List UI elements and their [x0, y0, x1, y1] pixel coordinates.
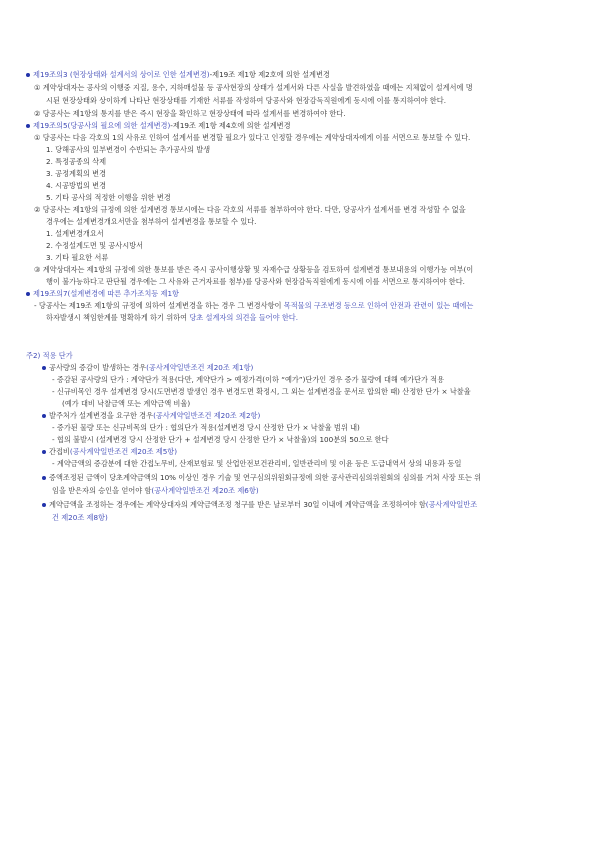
list-item: 1. 설계변경개요서 — [46, 229, 104, 238]
note-bullet-3-detail-1: - 계약금액의 증감분에 대한 간접노무비, 산재보험료 및 산업안전보건관리비, 일반관리비 및 이윤 등은 도급내역서 상의 내용과 동일 — [52, 459, 462, 468]
list-item: 3. 공정계획의 변경 — [46, 169, 107, 178]
text: 하자발생시 책임한계를 명확하게 하기 위하여 — [46, 313, 190, 322]
reference-text: (공사계약일반조건 제20조 제5항) — [69, 447, 178, 456]
section-title-link: 제19조의5(당공사의 필요에 의한 설계변경) — [33, 121, 171, 130]
note-bullet-4-line2 — [52, 486, 259, 496]
text: - 당공사는 제19조 제1항의 규정에 의하여 설계변경을 하는 경우 그 변경사항이 — [34, 301, 284, 310]
text: 발주처가 설계변경을 요구한 경우 — [49, 411, 154, 420]
list-item: 1. 당해공사의 일부변경이 수반되는 추가공사의 발생 — [46, 145, 211, 154]
note-bullet-2 — [42, 411, 260, 421]
section-19-5-item2-line1: ② 당공사는 제1항의 규정에 의한 설계변경 통보시에는 다음 각호의 서류를 첨부하여야 한다. 다만, 당공사가 설계서를 변경 작성할 수 없을 — [34, 205, 466, 214]
text: 공사량의 증감이 발생하는 경우 — [49, 363, 147, 372]
reference-text: (공사계약일반조건 제20조 제2항) — [153, 411, 261, 420]
section-19-5-item3-line2: 행이 불가능하다고 판단될 경우에는 그 사유와 근거자료를 첨부)를 당공사와 현장감독직원에게 동시에 이를 서면으로 통지하여야 한다. — [46, 277, 465, 286]
section-title-link: 제19조의3 (현장상태와 설계서의 상이로 인한 설계변경) — [33, 70, 210, 79]
section-19-5-item3-line1: ③ 계약상대자는 제1항의 규정에 의한 통보를 받은 즉시 공사이행상황 및 자재수급 상황등을 검토하여 설계변경 통보내용의 이행가능 여부(이 — [34, 265, 474, 274]
note-bullet-4-line1 — [42, 473, 481, 483]
reference-text: (공사계약일반조건 제20조 제1항) — [146, 363, 254, 372]
highlight-text: 당초 설계자의 의견을 들어야 한다. — [189, 313, 298, 322]
section-19-3-item1-line2: 시된 현장상태와 상이하게 나타난 현장상태를 기재한 서류를 작성하여 당공사와 현장감독직원에게 동시에 이를 통지하여야 한다. — [46, 96, 446, 105]
note-bullet-3 — [42, 447, 177, 457]
section-19-5-item1: ① 당공사는 다음 각호의 1의 사유로 인하여 설계서를 변경할 필요가 있다고 인정할 경우에는 계약상대자에게 이를 서면으로 통보할 수 있다. — [34, 133, 471, 142]
bullet-icon — [26, 292, 30, 296]
section-19-7-line2 — [46, 313, 298, 323]
section-title-link: 제19조의7(설계변경에 따른 추가조치등 제1항 — [33, 289, 179, 298]
note-bullet-1-detail-1: - 증감된 공사량의 단가 : 계약단가 적용(다만, 계약단가 > 예정가격(이하 “예가”)단가인 경우 증가 물량에 대해 예가단가 적용 — [52, 375, 445, 384]
bullet-icon — [42, 476, 46, 480]
bullet-icon — [26, 124, 30, 128]
section-19-3-item1-line1: ① 계약상대자는 공사의 이행중 지질, 용수, 지하매설물 등 공사현장의 상태가 설계서와 다른 사실을 발견하였을 때에는 지체없이 설계서에 명 — [34, 83, 473, 92]
section-19-3-title — [26, 70, 330, 80]
note-bullet-2-detail-2: - 협의 불발시 (설계변경 당시 산정한 단가 + 설계변경 당시 산정한 단가 × 낙찰율)의 100분의 50으로 한다 — [52, 435, 389, 444]
reference-text: (공사계약일반조건 제20조 제6항) — [151, 486, 259, 495]
text: 증액조정된 금액이 당초계약금액의 10% 이상인 경우 기술 및 연구심의위원회규정에 의한 공사관리심의위원회의 심의를 거쳐 사장 또는 위 — [49, 473, 482, 482]
bullet-icon — [26, 73, 30, 77]
note-bullet-1-detail-3: (예가 대비 낙찰금액 또는 계약금액 비율) — [62, 399, 191, 408]
text: 간접비 — [49, 447, 70, 456]
reference-text: (공사계약일반조 — [425, 500, 478, 509]
section-title-rest: -제19조 제1항 제2호에 의한 설계변경 — [209, 70, 330, 79]
list-item: 4. 시공방법의 변경 — [46, 181, 107, 190]
bullet-icon — [42, 503, 46, 507]
section-19-5-item2-line2: 경우에는 설계변경개요서만을 첨부하여 설계변경을 통보할 수 있다. — [46, 217, 257, 226]
highlight-text: 목적물의 구조변경 등으로 인하여 안전과 관련이 있는 때에는 — [283, 301, 474, 310]
text: 계약금액을 조정하는 경우에는 계약상대자의 계약금액조정 청구를 받은 날로부터 30일 이내에 계약금액을 조정하여야 함 — [49, 500, 426, 509]
note-heading: 주2) 적용 단가 — [26, 351, 73, 360]
section-19-5-title — [26, 121, 291, 131]
section-19-3-item2: ② 당공사는 제1항의 통지를 받은 즉시 현장을 확인하고 현장상태에 따라 설계서를 변경하여야 한다. — [34, 109, 346, 118]
bullet-icon — [42, 366, 46, 370]
section-19-7-title — [26, 289, 179, 299]
note-bullet-5-line1 — [42, 500, 477, 510]
list-item: 2. 수정설계도면 및 공사시방서 — [46, 241, 144, 250]
list-item: 5. 기타 공사의 적정한 이행을 위한 변경 — [46, 193, 171, 202]
section-title-rest: -제19조 제1항 제4호에 의한 설계변경 — [170, 121, 291, 130]
list-item: 2. 특정공종의 삭제 — [46, 157, 107, 166]
bullet-icon — [42, 414, 46, 418]
note-bullet-1-detail-2: - 신규비목인 경우 설계변경 당시(도면변경 발생인 경우 변경도면 확정시, 그 외는 설계변경을 문서로 합의한 때) 산정한 단가 × 낙찰율 — [52, 387, 471, 396]
section-19-7-line1 — [34, 301, 473, 311]
list-item: 3. 기타 필요한 서류 — [46, 253, 109, 262]
note-bullet-1 — [42, 363, 253, 373]
text: 임을 받은자의 승인을 얻어야 함 — [52, 486, 152, 495]
note-bullet-5-line2: 건 제20조 제8항) — [52, 513, 108, 522]
note-bullet-2-detail-1: - 증가된 물량 또는 신규비목의 단가 : 협의단가 적용(설계변경 당시 산정한 단가 × 낙찰율 범위 내) — [52, 423, 360, 432]
bullet-icon — [42, 450, 46, 454]
